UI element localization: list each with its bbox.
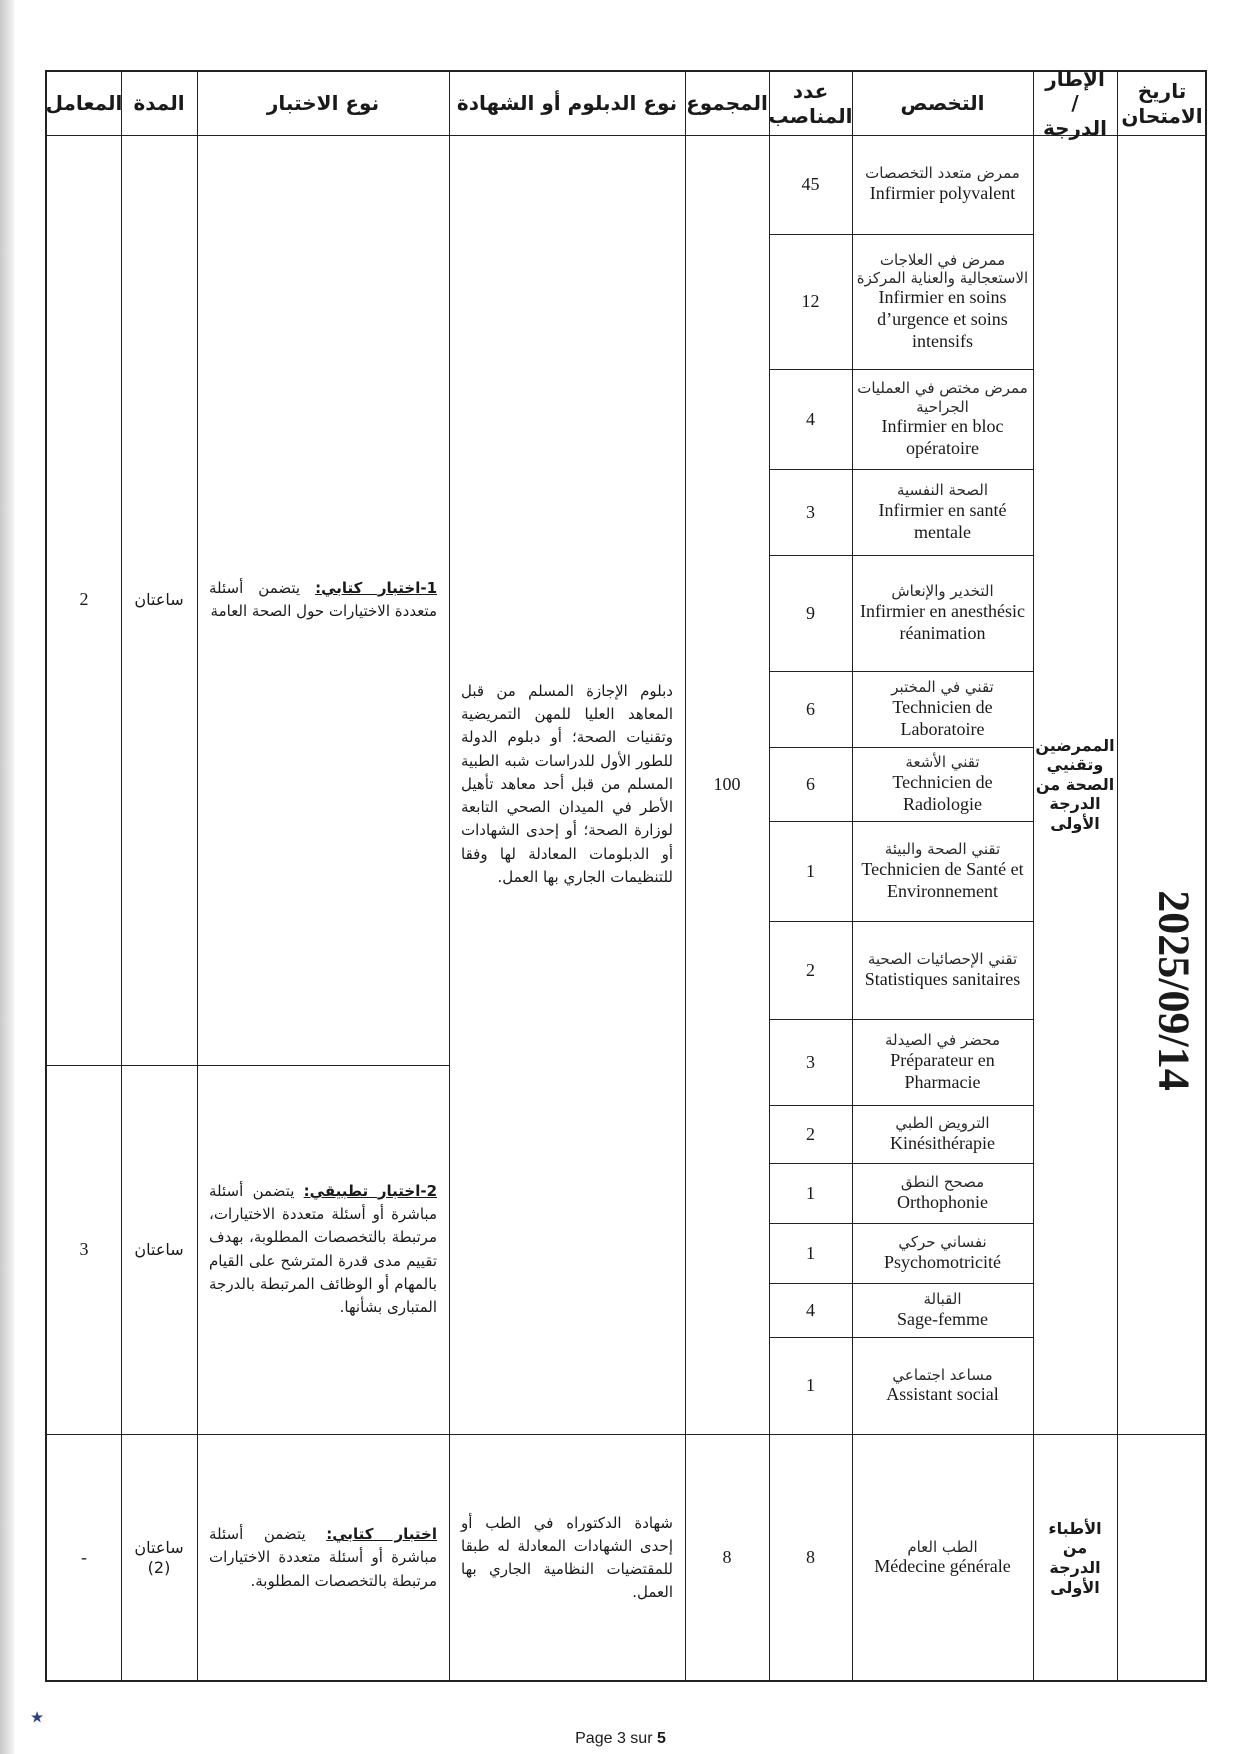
test-practical-title: 2-اختبار تطبيقي: (303, 1181, 438, 1200)
posts-doctors: 8 (806, 1547, 815, 1568)
test-doctors (197, 1434, 449, 1682)
test-practical-text: يتضمن أسئلة مباشرة أو أسئلة متعددة الاختيارات، مرتبطة بالتخصصات المطلوبة، بهدف تقييم مدى قدرة المترشح على القيام بالمهام أو الوظائف المرتبطة بالدرجة المتبارى بشأنها. (209, 1181, 437, 1316)
diploma-doctors-text: شهادة الدكتوراه في الطب أو إحدى الشهادات المعادلة له طبقا للمقتضيات النظامية الجاري بها العمل. (461, 1513, 673, 1602)
grade-section1: الممرضين وتقنيي الصحة من الدرجة الأولى (1035, 735, 1115, 833)
header-test-type: نوع الاختبار (266, 91, 380, 116)
specialty-name-ar: تقني الإحصائيات الصحية (867, 950, 1018, 969)
specialty-name (852, 135, 1033, 234)
specialty-name (852, 235, 1033, 369)
diploma-section1-text: دبلوم الإجازة المسلم من قبل المعاهد العليا للمهن التمريضية وتقنيات الصحة؛ أو دبلوم الدولة للطور الأول للدراسات شبه الطبية المسلم من قبل أحد معاهد تأهيل الأطر في الميدان الصحي التابعة لوزارة الصحة؛ أو إحدى الشهادات أو الدبلومات المعادلة لها وفقا للتنظيمات الجاري بها العمل. (461, 681, 673, 886)
specialty-name (852, 556, 1033, 671)
scan-page-edge (0, 0, 14, 1754)
specialty-row (769, 555, 1033, 671)
exam-date (1149, 840, 1199, 1140)
duration-practical: ساعتان (134, 1239, 184, 1259)
specialty-posts: 45 (801, 173, 820, 194)
specialty-name-ar: تقني الصحة والبيئة (884, 840, 1001, 859)
specialty-posts: 12 (801, 291, 820, 312)
specialty-name (852, 1338, 1033, 1434)
specialty-row (769, 1337, 1033, 1434)
specialty-name-ar: مصحح النطق (900, 1173, 985, 1192)
specialty-row (769, 1283, 1033, 1337)
specialty-name-fr: Infirmier en bloc opératoire (881, 415, 1004, 458)
specialty-name (852, 1164, 1033, 1223)
header-exam-date: تاريخ الامتحان (1121, 79, 1203, 128)
specialty-row (769, 1163, 1033, 1223)
specialty-doctors-fr: Médecine générale (874, 1556, 1011, 1577)
specialty-name-ar: نفساني حركي (898, 1233, 987, 1252)
specialty-name (852, 1020, 1033, 1105)
margin-mark: ٭ (30, 1702, 45, 1732)
specialty-doctors-ar: الطب العام (907, 1537, 978, 1556)
specialty-name-ar: ممرض متعدد التخصصات (865, 164, 1020, 183)
specialty-name-fr: Technicien de Santé et Environnement (861, 858, 1024, 901)
contest-table (45, 66, 1207, 1682)
specialty-name-fr: Préparateur en Pharmacie (890, 1049, 995, 1092)
specialty-row (769, 747, 1033, 821)
grade-doctors: الأطباء من الدرجة الأولى (1048, 1518, 1102, 1597)
diploma-doctors (449, 1434, 685, 1682)
specialty-name-ar: ممرض في العلاجات الاستعجالية والعناية المركزة (856, 250, 1029, 288)
specialty-name-fr: Infirmier en anesthésic réanimation (860, 600, 1025, 643)
duration-doctors: ساعتان (2) (134, 1538, 184, 1577)
specialty-name (852, 370, 1033, 469)
header-grade: الإطار / الدرجة (1043, 66, 1107, 140)
specialty-row (769, 469, 1033, 555)
specialty-posts: 1 (806, 1375, 815, 1396)
specialty-row (769, 1019, 1033, 1105)
specialty-row (769, 1105, 1033, 1163)
specialty-posts: 1 (806, 860, 815, 881)
header-posts: عدد المناصب (768, 79, 853, 128)
specialty-posts: 6 (806, 698, 815, 719)
header-total: المجموع (686, 91, 768, 116)
specialty-row (769, 671, 1033, 747)
header-diploma: نوع الدبلوم أو الشهادة (456, 91, 678, 116)
specialty-posts: 4 (806, 1299, 815, 1320)
footer-middle: sur (625, 1730, 657, 1747)
specialty-name-ar: محضر في الصيدلة (885, 1031, 1000, 1050)
specialty-name-ar: تقني في المختبر (891, 678, 994, 697)
specialty-posts: 6 (806, 773, 815, 794)
header-specialty: التخصص (900, 91, 985, 116)
test-written (197, 135, 449, 1065)
specialty-name (852, 672, 1033, 747)
specialty-name (852, 822, 1033, 921)
duration-written: ساعتان (134, 590, 184, 610)
specialty-name-fr: Infirmier en soins d’urgence et soins intensifs (877, 287, 1008, 352)
specialty-name-fr: Kinésithérapie (890, 1132, 995, 1153)
specialty-posts: 4 (806, 408, 815, 429)
specialty-name-fr: Infirmier polyvalent (869, 182, 1016, 203)
specialty-name-fr: Orthophonie (897, 1191, 988, 1212)
footer-current-page: 3 (616, 1730, 626, 1747)
specialty-row (769, 369, 1033, 469)
specialty-posts: 3 (806, 1051, 815, 1072)
test-doctors-text: يتضمن أسئلة مباشرة أو أسئلة متعددة الاختيارات مرتبطة بالتخصصات المطلوبة. (209, 1525, 437, 1590)
specialty-name-fr: Technicien de Radiologie (892, 771, 993, 814)
specialty-row (769, 135, 1033, 234)
specialty-name-ar: تقني الأشعة (905, 753, 980, 772)
total-doctors: 8 (722, 1547, 732, 1568)
specialty-name (852, 748, 1033, 821)
specialty-name-ar: ممرض مختص في العمليات الجراحية (857, 379, 1028, 416)
test-written-title: 1-اختبار كتابي: (315, 578, 437, 597)
test-practical (197, 1065, 449, 1434)
specialty-name-fr: Assistant social (886, 1384, 999, 1405)
specialty-name (852, 922, 1033, 1019)
specialty-name (852, 1284, 1033, 1337)
specialty-name-ar: التخدير والإنعاش (891, 582, 994, 601)
specialty-posts: 2 (806, 959, 815, 980)
specialty-posts: 2 (806, 1123, 815, 1144)
specialty-name-fr: Sage-femme (897, 1308, 988, 1329)
specialty-name-ar: الصحة النفسية (896, 481, 989, 500)
specialty-row (769, 921, 1033, 1019)
specialty-doctors (852, 1434, 1033, 1682)
coefficient-doctors: - (81, 1547, 87, 1568)
header-coefficient: المعامل (45, 91, 123, 116)
test-written-text: يتضمن أسئلة متعددة الاختيارات حول الصحة العامة (209, 578, 437, 620)
specialty-row (769, 821, 1033, 921)
specialty-row (769, 1223, 1033, 1283)
coefficient-practical: 3 (79, 1238, 89, 1259)
footer-prefix: Page (575, 1730, 617, 1747)
specialty-name-ar: القبالة (923, 1290, 962, 1309)
specialty-name-fr: Technicien de Laboratoire (892, 696, 993, 739)
diploma-section1 (449, 135, 685, 1434)
specialty-posts: 1 (806, 1242, 815, 1263)
specialty-name-ar: الترويض الطبي (895, 1114, 990, 1133)
specialty-row (769, 234, 1033, 369)
footer-total-pages: 5 (656, 1730, 666, 1747)
specialty-name-fr: Statistiques sanitaires (864, 968, 1021, 989)
specialty-name (852, 470, 1033, 555)
specialty-rows (769, 135, 1033, 1434)
exam-date-text: 2025/09/14 (1149, 889, 1199, 1091)
test-doctors-title: اختبار كتابي: (326, 1525, 437, 1544)
coefficient-written: 2 (79, 589, 89, 610)
page-footer (0, 1730, 1241, 1748)
specialty-name-fr: Psychomotricité (884, 1251, 1001, 1272)
specialty-posts: 9 (806, 602, 815, 623)
specialty-name-fr: Infirmier en santé mentale (878, 499, 1007, 542)
specialty-name-ar: مساعد اجتماعي (892, 1365, 993, 1384)
col-line (1117, 72, 1118, 1682)
specialty-name (852, 1106, 1033, 1163)
specialty-posts: 3 (806, 501, 815, 522)
header-duration: المدة (133, 91, 185, 116)
specialty-posts: 1 (806, 1182, 815, 1203)
total-section1: 100 (713, 773, 741, 794)
specialty-name (852, 1224, 1033, 1283)
